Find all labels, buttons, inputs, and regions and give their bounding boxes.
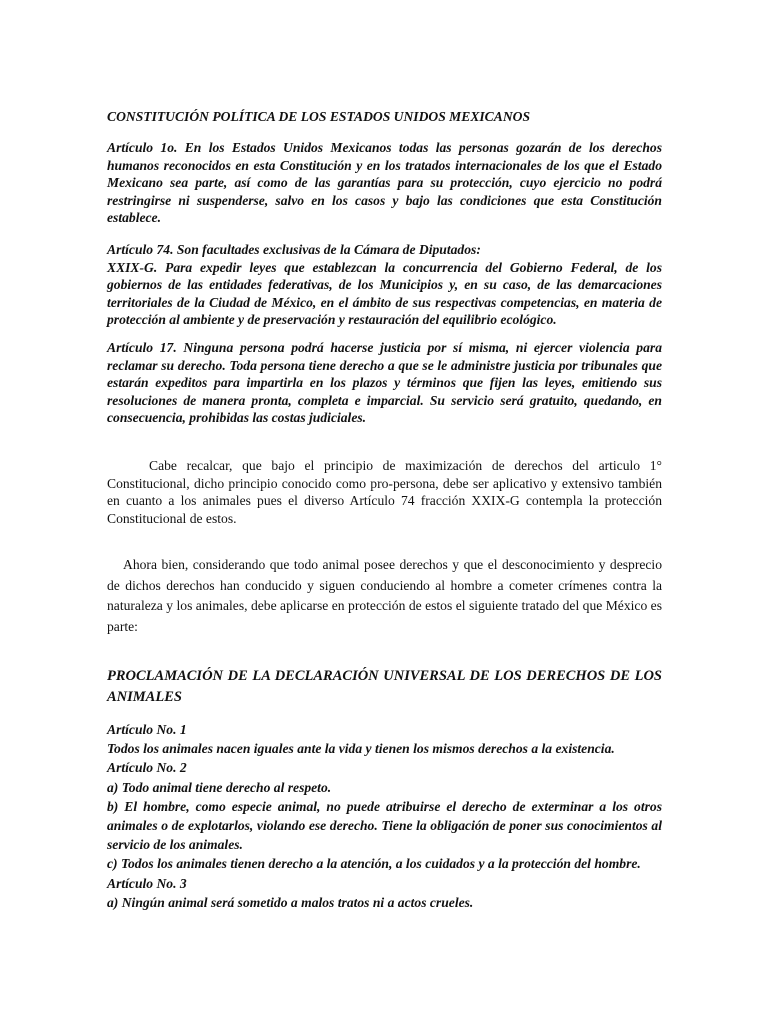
- article-no-3-item-a: a) Ningún animal será sometido a malos tratos ni a actos crueles.: [107, 894, 474, 910]
- article-74-body: XXIX-G. Para expedir leyes que establezcan la concurrencia del Gobierno Federal, de los gobiernos de las entidades federativas, de los Municipios y, en su caso, de las demarcaciones territoriales de la Ciudad de México, en el ámbito de sus respectivas competencias, en materia de protección al ambiente y de preservación y restauración del equilibrio ecológico.: [107, 259, 662, 327]
- article-no-1-text: Todos los animales nacen iguales ante la vida y tienen los mismos derechos a la existencia.: [107, 741, 615, 757]
- article-17-text: Artículo 17. Ninguna persona podrá hacerse justicia por sí misma, ni ejercer violencia para reclamar su derecho. Toda persona tiene derecho a que se le administre justicia por tribunales que estarán expeditos para impartirla en los plazos y términos que fijen las leyes, emitiendo sus resoluciones de manera pronta, completa e imparcial. Su servicio será gratuito, quedando, en consecuencia, prohibidas las costas judiciales.: [107, 340, 662, 425]
- article-1-text: Artículo 1o. En los Estados Unidos Mexicanos todas las personas gozarán de los derechos humanos reconocidos en esta Constitución y en los tratados internacionales de los que el Estado Mexicano sea parte, así como de las garantías para su protección, cuyo ejercicio no podrá restringirse ni suspenderse, salvo en los casos y bajo las condiciones que esta Constitución establece.: [107, 140, 662, 225]
- article-no-3-heading: Artículo No. 3: [107, 875, 187, 891]
- paragraph-treaty-intro: Ahora bien, considerando que todo animal posee derechos y que el desconocimiento y desprecio de dichos derechos han conducido y siguen conduciendo al hombre a cometer crímenes contra la naturaleza y los animales, debe aplicarse en protección de estos el siguiente tratado del que México es parte:: [107, 557, 662, 634]
- declaration-articles: [107, 720, 662, 912]
- proclamation-title: PROCLAMACIÓN DE LA DECLARACIÓN UNIVERSAL DE LOS DERECHOS DE LOS ANIMALES: [107, 668, 662, 705]
- article-no-2-item-b: b) El hombre, como especie animal, no puede atribuirse el derecho de exterminar a los otros animales o de explotarlos, violando ese derecho. Tiene la obligación de poner sus conocimientos al servicio de los animales.: [107, 798, 662, 853]
- article-74-title: Artículo 74. Son facultades exclusivas de la Cámara de Diputados:: [107, 242, 481, 257]
- article-no-2-heading: Artículo No. 2: [107, 760, 187, 776]
- paragraph-pro-persona: Cabe recalcar, que bajo el principio de maximización de derechos del articulo 1° Constitucional, dicho principio conocido como pro-persona, debe ser aplicativo y extensivo también en cuanto a los animales pues el diverso Artículo 74 fracción XXIX-G contempla la protección Constitucional de estos.: [107, 458, 662, 526]
- article-no-2-item-a: a) Todo animal tiene derecho al respeto.: [107, 779, 332, 795]
- document-heading: CONSTITUCIÓN POLÍTICA DE LOS ESTADOS UNIDOS MEXICANOS: [107, 109, 531, 124]
- article-no-2-item-c: c) Todos los animales tienen derecho a la atención, a los cuidados y a la protección del hombre.: [107, 856, 641, 872]
- article-no-1-heading: Artículo No. 1: [107, 722, 187, 737]
- article-74-block: [107, 241, 662, 329]
